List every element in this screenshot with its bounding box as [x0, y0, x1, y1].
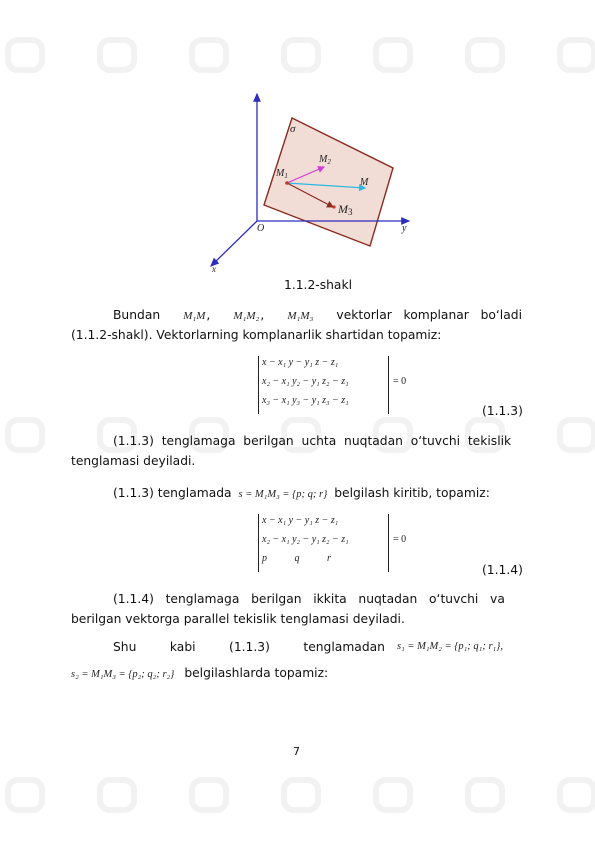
para3-after: belgilash kiritib, topamiz:: [334, 486, 490, 500]
comma: ,: [260, 308, 265, 322]
label-m1: $M_1$: [276, 168, 288, 180]
equation-number-1-1-4: (1.1.4): [482, 563, 523, 577]
point-m1: [285, 181, 289, 185]
word-tenglamadan: tenglamadan: [303, 640, 385, 654]
para3-line: [113, 484, 490, 504]
det-bar-left: [258, 514, 259, 572]
det-bar-right: [388, 514, 389, 572]
plane-figure: [195, 88, 425, 273]
plane-sigma: [264, 118, 393, 246]
det-bar-right: [388, 356, 389, 414]
x-axis: [211, 221, 257, 266]
det1-equals-zero: = 0: [393, 376, 407, 387]
det2-row-2: x₂ − x₁ y₂ − y₁ z₂ − z₁: [262, 534, 349, 545]
word-kabi: kabi: [169, 640, 196, 654]
para2-line1: (1.1.3) tenglamaga berilgan uchta nuqtadan o‘tuvchi tekislik: [113, 434, 512, 448]
ref-1-1-3: (1.1.3): [229, 640, 270, 654]
para4-line1: (1.1.4) tenglamaga berilgan ikkita nuqtadan o‘tuvchi va: [113, 592, 505, 606]
label-x: x: [212, 264, 216, 273]
comma: ,: [206, 308, 211, 322]
equation-number-1-1-3: (1.1.3): [482, 404, 523, 418]
para5-line2-rest: belgilashlarda topamiz:: [184, 666, 329, 680]
label-sigma: σ: [290, 123, 296, 135]
watermark-row-1: [8, 40, 594, 70]
det2-equals-zero: = 0: [393, 534, 407, 545]
word-shu: Shu: [113, 640, 137, 654]
watermark-row-3: [8, 780, 594, 810]
determinant-1: [258, 356, 418, 414]
label-origin: O: [257, 223, 265, 234]
formula-s1: s₁ = M₁M₂ = {p₁; q₁; r₁},: [397, 641, 504, 652]
det2-row-3: p q r: [262, 553, 331, 564]
para5-line2: [71, 664, 328, 684]
vector-label-m1m: M₁M: [183, 310, 206, 322]
point-m3: [332, 205, 335, 208]
para2-line2: tenglamasi deyiladi.: [71, 454, 196, 468]
formula-s: s = M₁M₃ = {p; q; r}: [238, 489, 328, 500]
para3-before: (1.1.3) tenglamada: [113, 486, 232, 500]
label-m2: $M_2$: [319, 154, 331, 166]
label-m3: M3: [338, 202, 353, 217]
para1-line2: (1.1.2-shakl). Vektorlarning komplanarlik shartidan topamiz:: [71, 328, 442, 342]
det2-row-1: x − x₁ y − y₁ z − z₁: [262, 515, 339, 526]
det1-row-3: x₃ − x₁ y₃ − y₁ z₃ − z₁: [262, 395, 349, 406]
figure-caption: 1.1.2-shakl: [284, 278, 352, 292]
page-number: 7: [293, 745, 300, 758]
det1-row-2: x₂ − x₁ y₂ − y₁ z₂ − z₁: [262, 376, 349, 387]
vector-label-m1m3: M₁M₃: [287, 310, 314, 322]
para1-line1-rest: vektorlar komplanar bo‘ladi: [336, 308, 522, 322]
label-m: M: [360, 177, 369, 188]
word-bundan: Bundan: [113, 308, 161, 322]
para1-line1: [113, 306, 522, 326]
vector-label-m1m2: M₁M₂: [233, 310, 260, 322]
label-y: y: [402, 223, 407, 234]
formula-s2: s₂ = M₁M₃ = {p₂; q₂; r₂}: [71, 669, 175, 680]
determinant-2: [258, 514, 418, 572]
para4-line2: berilgan vektorga parallel tekislik tenglamasi deyiladi.: [71, 612, 405, 626]
det-bar-left: [258, 356, 259, 414]
para5-line1: [113, 638, 385, 657]
det1-row-1: x − x₁ y − y₁ z − z₁: [262, 357, 339, 368]
